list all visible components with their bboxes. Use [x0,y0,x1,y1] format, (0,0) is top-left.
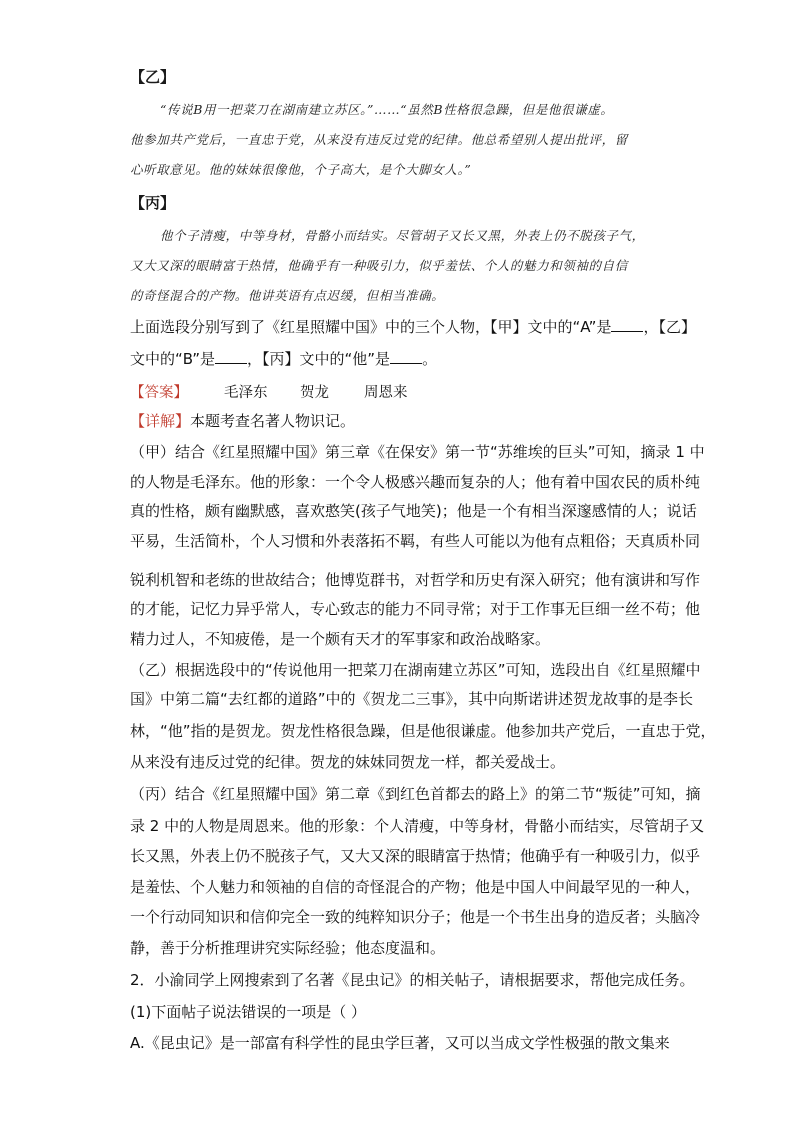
excerpt-line: 心听取意见。他的妹妹很像他，个子高大，是个大脚女人。” [130,162,472,177]
question-2-option-a: A.《昆虫记》是一部富有科学性的昆虫学巨著，又可以当成文学性极强的散文集来 [130,1034,670,1052]
excerpt-line: 的奇怪混合的产物。他讲英语有点迟缓，但相当准确。 [130,288,445,303]
question-text: 文中的“B”是 [130,350,216,368]
detail-line: 真的性格，颇有幽默感，喜欢憨笑(孩子气地笑)；他是一个有相当深邃感情的人；说话 [130,502,697,520]
detail-line: 的人物是毛泽东。他的形象：一个令人极感兴趣而复杂的人；他有着中国农民的质朴纯 [130,473,701,491]
section-heading-bing: 【丙】 [130,194,176,212]
detail-tag: 【详解】 [130,412,191,430]
excerpt-line: “传说B用一把菜刀在湖南建立苏区。”……“虽然B性格很急躁，但是他很谦虚。 [160,102,614,117]
detail-line: 是羞怯、个人魅力和领袖的自信的奇怪混合的产物；他是中国人中间最罕见的一种人， [130,878,701,896]
detail-line: （丙）结合《红星照耀中国》第二章《到红色首都去的路上》的第二节“叛徒”可知，摘 [130,785,701,803]
answer-item: 贺龙 [300,385,329,401]
question-text: ，【丙】文中的“他”是 [247,350,391,368]
excerpt-line: 又大又深的眼睛富于热情，他确乎有一种吸引力，似乎羞怯、个人的魅力和领袖的自信 [130,258,628,273]
detail-line: 录 2 中的人物是周恩来。他的形象：个人清瘦，中等身材，骨骼小而结实，尽管胡子又 [130,817,705,835]
answer-item: 周恩来 [364,385,408,401]
answer-blank [611,317,643,332]
question-2-stem: 2．小渝同学上网搜索到了名著《昆虫记》的相关帖子，请根据要求，帮他完成任务。 [130,971,695,989]
detail-intro: 本题考查名著人物识记。 [190,412,356,430]
question-line [130,316,696,337]
detail-line: 林，“他”指的是贺龙。贺龙性格很急躁，但是他很谦虚。他参加共产党后，一直忠于党， [130,722,716,740]
question-text: ，【乙】 [643,318,696,336]
answer-tag: 【答案】 [130,385,188,401]
excerpt-line: 他参加共产党后，一直忠于党，从来没有违反过党的纪律。他总希望别人提出批评，留 [130,132,628,147]
detail-line: （乙）根据选段中的“传说他用一把菜刀在湖南建立苏区”可知，选段出自《红星照耀中 [130,661,701,679]
detail-line: 一个行动同知识和信仰完全一致的纯粹知识分子；他是一个书生出身的造反者；头脑冷 [130,908,701,926]
detail-intro-line [130,410,355,431]
detail-line: 锐利机智和老练的世故结合；他博览群书，对哲学和历史有深入研究；他有演讲和写作 [130,571,701,589]
question-2-sub: (1)下面帖子说法错误的一项是（ ） [130,1003,367,1021]
detail-line: 精力过人，不知疲倦，是一个颇有天才的军事家和政治战略家。 [130,630,551,648]
question-line [130,348,437,369]
detail-line: 从来没有违反过党的纪律。贺龙的妹妹同贺龙一样，都关爱战士。 [130,753,566,771]
question-text: 上面选段分别写到了《红星照耀中国》中的三个人物，【甲】文中的“A”是 [130,318,612,336]
detail-line: （甲）结合《红星照耀中国》第三章《在保安》第一节“苏维埃的巨头”可知，摘录 1 中 [130,443,705,461]
question-text: 。 [422,350,438,368]
detail-line: 长又黑，外表上仍不脱孩子气，又大又深的眼睛富于热情；他确乎有一种吸引力，似乎 [130,847,701,865]
answer-item: 毛泽东 [224,385,268,401]
section-heading-yi: 【乙】 [130,68,176,86]
detail-line: 静，善于分析推理讲究实际经验；他态度温和。 [130,939,446,957]
answer-blank [390,349,422,364]
detail-line: 的才能，记忆力异乎常人，专心致志的能力不同寻常；对于工作事无巨细一丝不苟；他 [130,600,701,618]
detail-line: 平易，生活简朴，个人习惯和外表落拓不羁，有些人可能以为他有点粗俗；天真质朴同 [130,532,701,550]
answer-blank [215,349,247,364]
detail-line: 国》中第二篇“去红都的道路”中的《贺龙二三事》，其中向斯诺讲述贺龙故事的是李长 [130,690,694,708]
excerpt-line: 他个子清瘦，中等身材，骨骼小而结实。尽管胡子又长又黑，外表上仍不脱孩子气， [160,228,645,243]
